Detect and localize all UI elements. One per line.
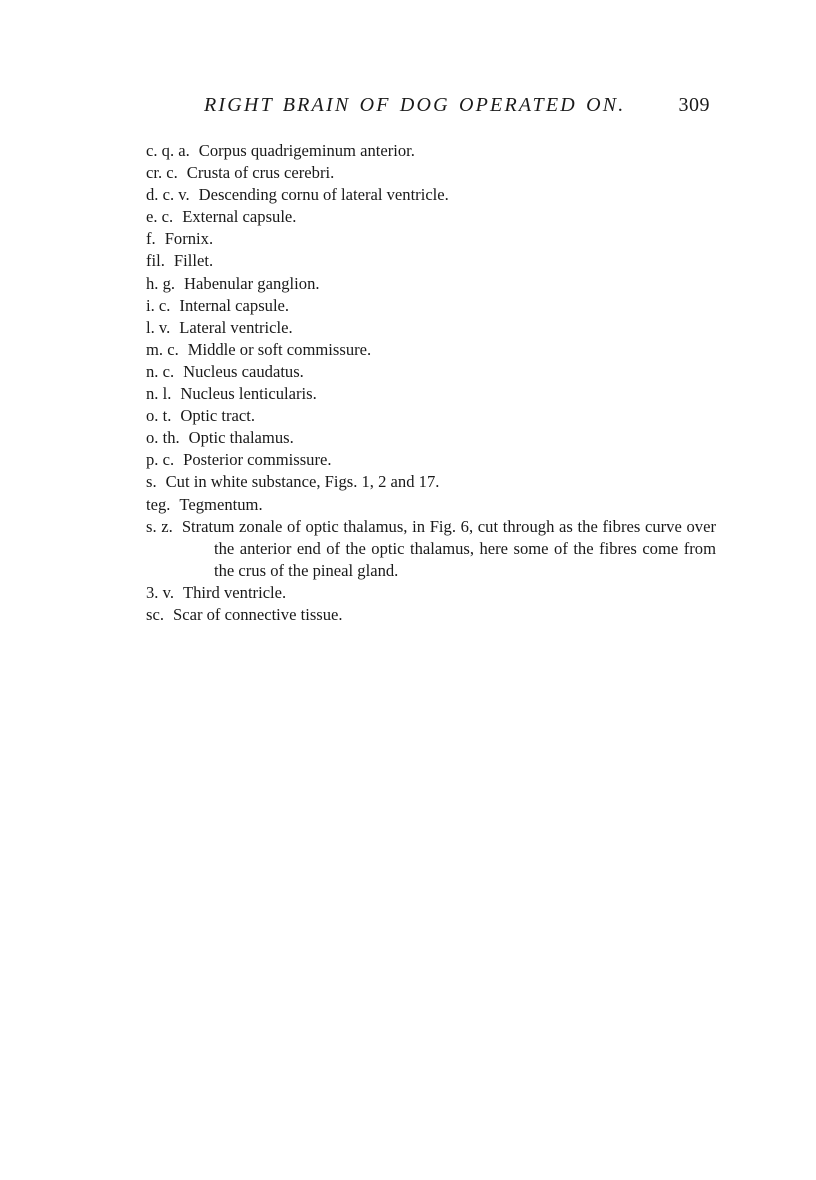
abbreviation-entry (146, 162, 716, 184)
abbreviation: o. t. (146, 406, 172, 426)
abbreviation-entry (146, 449, 716, 471)
definition: Posterior commissure. (183, 450, 332, 470)
abbreviation-entry (146, 317, 716, 339)
abbreviation: c. q. a. (146, 141, 190, 160)
abbreviation: fil. (146, 251, 165, 271)
abbreviation: e. c. (146, 207, 174, 227)
abbreviation: p. c. (146, 450, 175, 470)
definition: Optic thalamus. (188, 428, 294, 448)
definition: Crusta of crus cerebri. (186, 163, 335, 183)
abbreviation: d. c. v. (146, 185, 190, 205)
definition: Nucleus caudatus. (183, 361, 304, 381)
abbreviation: n. l. (146, 384, 172, 404)
definition: Optic tract. (180, 406, 255, 426)
abbreviation-list (146, 140, 716, 626)
abbreviation-entry (146, 206, 716, 228)
definition: Cut in white substance, Figs. 1, 2 and 17. (165, 472, 440, 492)
abbreviation: i. c. (146, 295, 171, 315)
abbreviation-entry (146, 273, 716, 295)
definition: Tegmentum. (179, 494, 263, 514)
abbreviation-entry (146, 295, 716, 317)
abbreviation-entry (146, 582, 716, 604)
abbreviation: l. v. (146, 317, 171, 337)
abbreviation: 3. v. (146, 582, 174, 602)
definition: Middle or soft commissure. (187, 339, 372, 359)
definition: Corpus quadrigeminum anterior. (198, 141, 415, 160)
definition: Stratum zonale of optic thalamus, in Fig. 6, cut through as the fibres curve over the anterior end of the optic thalamus, here some of the fibres come from the crus of the pineal gland. (181, 516, 716, 580)
page-number: 309 (678, 94, 710, 116)
definition: Descending cornu of lateral ventricle. (198, 185, 449, 205)
abbreviation-entry (146, 383, 716, 405)
definition: Third ventricle. (182, 582, 287, 602)
abbreviation-entry (146, 427, 716, 449)
abbreviation: m. c. (146, 339, 179, 359)
abbreviation: teg. (146, 494, 171, 514)
definition: Internal capsule. (179, 295, 290, 315)
definition: Fillet. (173, 251, 214, 271)
abbreviation: f. (146, 229, 156, 249)
definition: Nucleus lenticularis. (180, 384, 317, 404)
definition: Fornix. (164, 229, 214, 249)
definition: Habenular ganglion. (184, 273, 320, 293)
definition: Lateral ventricle. (179, 317, 293, 337)
abbreviation: s. z. (146, 516, 173, 536)
abbreviation-entry (146, 339, 716, 361)
abbreviation-entry (146, 516, 716, 582)
abbreviation-entry (146, 494, 716, 516)
abbreviation: s. (146, 472, 157, 492)
running-title: RIGHT BRAIN OF DOG OPERATED ON. (204, 94, 626, 116)
abbreviation: sc. (146, 604, 164, 624)
abbreviation-entry (146, 361, 716, 383)
definition: Scar of connective tissue. (172, 604, 343, 624)
running-head (140, 94, 712, 122)
abbreviation-entry (146, 405, 716, 427)
abbreviation-entry (146, 471, 716, 493)
abbreviation: o. th. (146, 428, 180, 448)
abbreviation-entry (146, 184, 716, 206)
abbreviation-entry (146, 604, 716, 626)
abbreviation: n. c. (146, 361, 175, 381)
abbreviation: h. g. (146, 273, 176, 293)
abbreviation-entry (146, 140, 716, 162)
abbreviation-entry (146, 228, 716, 250)
abbreviation-entry (146, 250, 716, 272)
abbreviation: cr. c. (146, 163, 178, 183)
definition: External capsule. (182, 207, 297, 227)
